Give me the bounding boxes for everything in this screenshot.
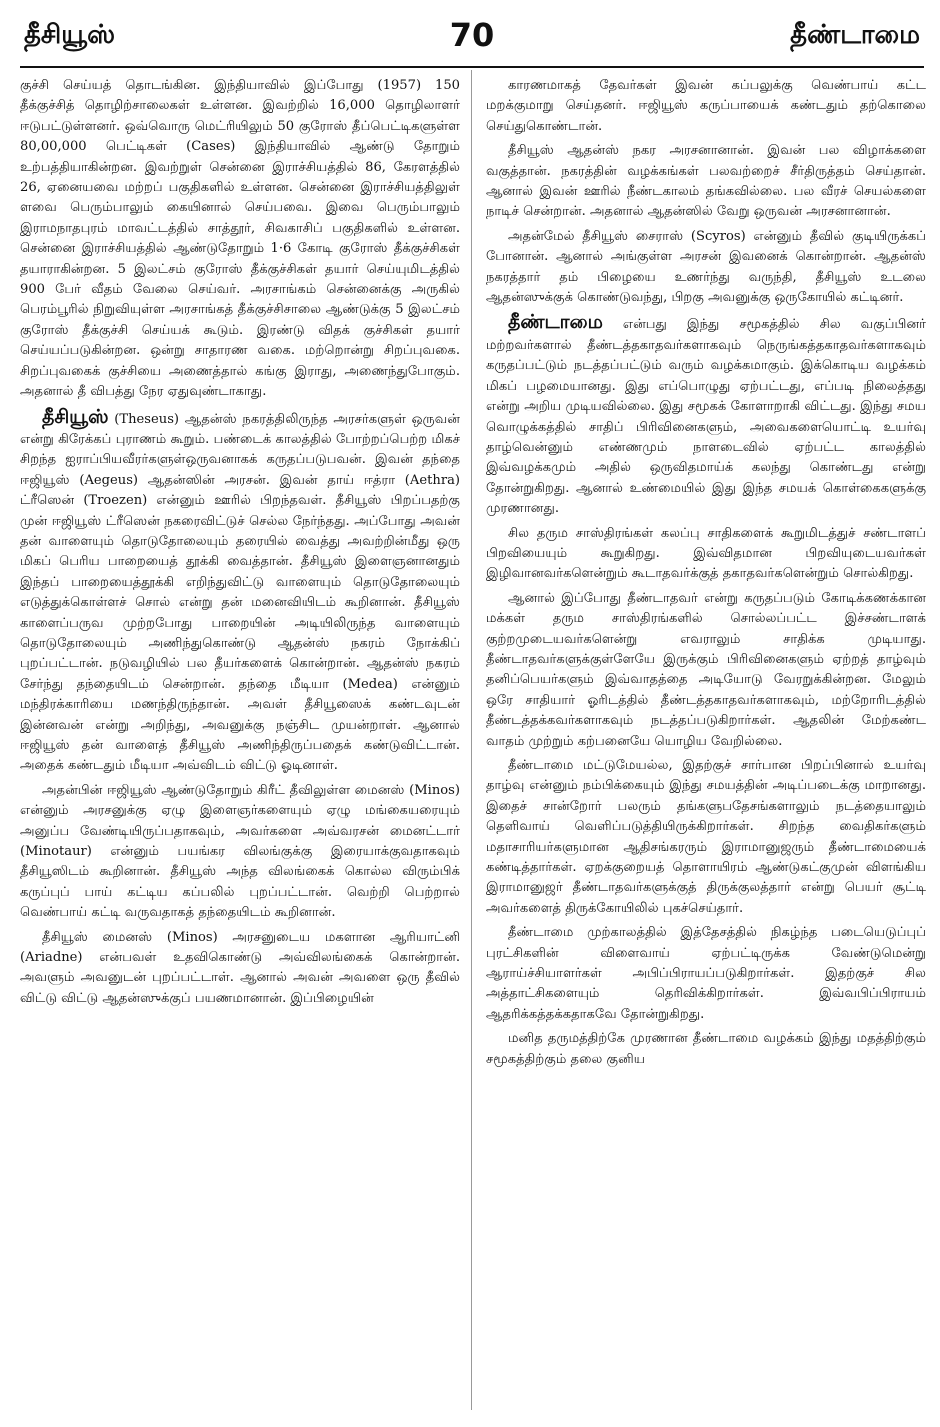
paragraph-text: காரணமாகத் தேவர்கள் இவன் கப்பலுக்கு வெண்பாய் கட்ட மறக்குமாறு செய்தனர். ஈஜியூஸ் கருப்பாயைக் கண்டதும் தற்கொலை செய்துகொண்டான். (486, 78, 926, 134)
paragraph (486, 589, 926, 752)
paragraph (20, 76, 460, 403)
page-header (20, 14, 924, 68)
left-column (20, 76, 460, 1406)
paragraph (20, 928, 460, 1010)
page (20, 14, 924, 1414)
page-number: 70 (449, 16, 495, 54)
running-head-left: தீசியூஸ் (24, 20, 115, 50)
paragraph-text: அதன்மேல் தீசியூஸ் சைராஸ் (Scyros) என்னும் தீவில் குடியிருக்கப் போனான். ஆனால் அங்குள்ள அரசன் இவனைக் கொன்றான். ஆதன்ஸ் நகரத்தார் தம் பிழையை உணர்ந்து வருந்தி, தீசியூஸ் உடலை ஆதன்ஸுக்குக் கொண்டுவந்து, பிறகு அவனுக்கு ஒருகோயில் கட்டினர். (486, 228, 926, 306)
paragraph-text: சில தரும சாஸ்திரங்கள் கலப்பு சாதிகளைக் கூறுமிடத்துச் சண்டாளப் பிறவியையும் கூறுகிறது. இவ்விதமான பிறவியுடையவர்கள் இழிவானவர்களென்றும் கூடாதவர்க்குத் தகாதவர்களென்றும் சொல்கிறது. (486, 525, 926, 582)
paragraph (486, 923, 926, 1025)
paragraph-text: தீசியூஸ் ஆதன்ஸ் நகர அரசனானான். இவன் பல விழாக்களை வகுத்தான். நகரத்தின் வழக்கங்கள் பலவற்றைச் சீர்திருத்தம் செய்தான். ஆனால் இவன் ஊரில் நீண்டகாலம் தங்கவில்லை. பல வீரச் செயல்களை நாடிச் சென்றான். அதனால் ஆதன்ஸில் வேறு ஒருவன் அரசனானான். (486, 143, 926, 220)
entry-heading: தீசியூஸ் (42, 405, 109, 428)
paragraph (486, 1029, 926, 1070)
entry-heading: தீண்டாமை (508, 311, 603, 334)
paragraph (486, 141, 926, 223)
paragraph-text: தீசியூஸ் மைனஸ் (Minos) அரசனுடைய மகளான ஆரியாட்னி (Ariadne) என்பவள் உதவிகொண்டு அவ்விலங்கைக் கொன்றான். அவளும் அவனுடன் புறப்பட்டாள். ஆனால் அவன் அவளை ஒரு தீவில் விட்டு விட்டு ஆதன்ஸுக்குப் பயணமானான். இப்பிழையின் (20, 929, 460, 1006)
paragraph (486, 524, 926, 585)
paragraph-text: குச்சி செய்யத் தொடங்கின. இந்தியாவில் இப்போது (1957) 150 தீக்குச்சித் தொழிற்சாலைகள் உள்ளன. இவற்றில் 16,000 தொழிலாளர் ஈடுபட்டுள்ளனர். ஒவ்வொரு மெட்ரியிலும் 50 குரோஸ் தீப்பெட்டிகளுள்ள 80,00,000 பெட்டிகள் (Cases) இந்தியாவில் ஆண்டு தோறும் உற்பத்தியாகின்றன. இவற்றுள் சென்னை இராச்சியத்தில் 86, கேரளத்தில் 26, ஏனையவை மற்றப் பகுதிகளில் உள்ளன. சென்னை இராச்சியத்திலுள் ளவை பெரும்பாலும் கையினால் செய்பவை. இவை பெரும்பாலும் இராமநாதபுரம் மாவட்டத்தில் சாத்தூர், சிவகாசிப் பகுதிகளில் உள்ளன. சென்னை இராச்சியத்தில் ஆண்டுதோறும் 1·6 கோடி குரோஸ் தீக்குச்சிகள் தயாராகின்றன. 5 இலட்சம் குரோஸ் தீக்குச்சிகள் தயார் செய்யுமிடத்தில் 900 பேர் வீதம் வேலை செய்வர். அரசாங்கம் சென்னைக்கு அருகில் பெரம்பூரில் நிறுவியுள்ள அரசாங்கத் தீக்குச்சிசாலை ஆண்டுக்கு 5 இலட்சம் குரோஸ் தீக்குச்சி செய்யக் கூடும். இரண்டு விதக் குச்சிகள் தயார் செய்யப்படுகின்றன. ஒன்று சாதாரண வகை. மற்றொன்று சிறப்புவகை. சிறப்புவகைக் குச்சியை அணைத்தால் கங்கு இராது, அணைந்துபோகும். அதனால் தீ விபத்து நேர ஏதுவுண்டாகாது. (20, 78, 460, 400)
right-column (486, 76, 926, 1406)
paragraph (20, 781, 460, 924)
paragraph-text: ஆனால் இப்போது தீண்டாதவர் என்று கருதப்படும் கோடிக்கணக்கான மக்கள் தரும சாஸ்திரங்களில் சொல்லப்பட்ட இச்சண்டாளக் குற்றமுடையவர்களென்று எவராலும் சாதிக்க முடியாது. தீண்டாதவர்களுக்குள்ளேயே இருக்கும் பிரிவினைகளும் ஏற்றத் தாழ்வும் தனிப்பெயர்களும் இவ்வாதத்தை அடியோடு வேரறுக்கின்றன. மேலும் ஒரே சாதியார் ஓரிடத்தில் தீண்டத்தகாதவர்களாகவும், மற்றோரிடத்தில் தீண்டத்தக்கவர்களாகவும் நடத்தப்படுகிறார்கள். ஆதலின் மேற்கண்ட வாதம் முற்றும் கற்பனையே யொழிய வேறில்லை. (486, 590, 926, 749)
text-columns (20, 76, 924, 1406)
paragraph (486, 76, 926, 137)
paragraph-text: அதன்பின் ஈஜியூஸ் ஆண்டுதோறும் கிரீட் தீவிலுள்ள மைனஸ் (Minos) என்னும் அரசனுக்கு ஏழு இளைஞர்களையும் ஏழு மங்கையரையும் அனுப்ப வேண்டியிருப்பதாகவும், அவர்களை அவ்வரசன் மைனட்டார் (Minotaur) என்னும் பயங்கர விலங்குக்கு இரையாக்குவதாகவும் தீசியூஸிடம் கூறினான். தீசியூஸ் அந்த விலங்கைக் கொல்ல விரும்பிக் கருப்புப் பாய் கட்டிய கப்பலில் புறப்பட்டான். வெற்றி பெற்றால் வெண்பாய் கட்டி வருவதாகத் தந்தையிடம் கூறினான். (20, 782, 460, 921)
running-head-right: தீண்டாமை (790, 20, 920, 50)
entry-theseus (20, 407, 460, 777)
entry-untouchability (486, 312, 926, 519)
paragraph-text: என்பது இந்து சமூகத்தில் சில வகுப்பினர் மற்றவர்களால் தீண்டத்தகாதவர்களாகவும் நெருங்கத்தகாதவர்களாகவும் கருதப்பட்டும் நடத்தப்பட்டும் வரும் வழக்கமாகும். இக்கொடிய வழக்கம் மிகப் பழமையானது. இது எப்பொழுது ஏற்பட்டது, எப்படி நிலைத்தது என்று அறிய முடியவில்லை. இது சமூகக் கோளாறாகி விட்டது. இந்து சமய வொழுக்கத்தில் சாதிப் பிரிவினைகளும், அவைகளையொட்டி உயர்வு தாழ்வென்னும் எண்ணமும் நாளடைவில் ஏற்பட்ட காலத்தில் இவ்வழக்கமும் அதில் ஒருவிதமாய்க் கலந்து கொண்டது என்று தோன்றுகிறது. ஆனால் உண்மையில் இது இந்த சமயக் கொள்கைகளுக்கு முரணானது. (486, 317, 926, 517)
paragraph-text: தீண்டாமை முற்காலத்தில் இத்தேசத்தில் நிகழ்ந்த படையெடுப்புப் புரட்சிகளின் விளைவாய் ஏற்பட்டிருக்க வேண்டுமென்று ஆராய்ச்சியாளர்கள் அபிப்பிராயப்படுகிறார்கள். இதற்குச் சில அத்தாட்சிகளையும் தெரிவிக்கிறார்கள். இவ்வபிப்பிராயம் ஆதரிக்கத்தக்கதாகவே தோன்றுகிறது. (486, 925, 926, 1022)
paragraph-text: மனித தருமத்திற்கே முரணான தீண்டாமை வழக்கம் இந்து மதத்திற்கும் சமூகத்திற்கும் தலை குனிய (486, 1031, 926, 1067)
paragraph (486, 756, 926, 919)
paragraph-text: தீண்டாமை மட்டுமேயல்ல, இதற்குச் சார்பான பிறப்பினால் உயர்வு தாழ்வு என்னும் நம்பிக்கையும் இந்து சமயத்தின் அடிப்படைக்கு மாறானது. இதைச் சான்றோர் பலரும் தங்களுபதேசங்களாலும் நடத்தையாலும் தெளிவாய் வெளிப்படுத்தியிருக்கிறார்கள். சிறந்த வைதிகர்களும் மதாசாரியர்களுமான ஆதிசங்கரரும் இராமானுஜரும் தீண்டாமையைக் கண்டித்தார்கள். ஏறக்குறையத் தொளாயிரம் ஆண்டுகட்குமுன் விளங்கிய இராமானுஜர் தீண்டாதவர்களுக்குத் திருக்குலத்தார் என்று பெயர் சூட்டி அவர்களைத் திருக்கோயிலில் புகச்செய்தார். (486, 758, 926, 916)
paragraph-text: (Theseus) ஆதன்ஸ் நகரத்திலிருந்த அரசர்களுள் ஒருவன் என்று கிரேக்கப் புராணம் கூறும். பண்டைக் காலத்தில் போற்றப்பெற்ற மிகச் சிறந்த ஐராப்பியவீரர்களுள்ஒருவனாகக் கருதப்படுபவன். இவன் தந்தை ஈஜியூஸ் (Aegeus) ஆதன்ஸின் அரசன். இவன் தாய் ஈத்ரா (Aethra) ட்ரீஸென் (Troezen) என்னும் ஊரில் பிறந்தவள். தீசியூஸ் பிறப்பதற்கு முன் ஈஜியூஸ் ட்ரீஸென் நகரைவிட்டுச் செல்ல நேர்ந்தது. அப்போது அவன் தன் வாளையும் தொடுதோலையும் தரையில் வைத்து அவற்றின்மீது ஒரு மிகப் பெரிய பாறையைத் தூக்கி வைத்தான். தீசியூஸ் இளைஞனானதும் இந்தப் பாறையைத்தூக்கி எறிந்துவிட்டு வாளையும் தொடுதோலையும் எடுத்துக்கொள்ளச் சொல் என்று தன் மனைவியிடம் கூறினான். தீசியூஸ் காளைப்பருவ முற்றபோது பாறையின் அடியிலிருந்த வாளையும் தொடுதோலையும் அணிந்துகொண்டு ஆதன்ஸ் நகரம் நோக்கிப் புறப்பட்டான். நடுவழியில் பல தீயர்களைக் கொன்றான். ஆதன்ஸ் நகரம் சேர்ந்து தந்தையிடம் சென்றான். தந்தை மீடியா (Medea) என்னும் மந்திரக்காரியை மணந்திருந்தான். அவள் தீசியூஸைக் கண்டவுடன் இன்னவன் என்று அறிந்து, அவனுக்கு நஞ்சிட முயன்றாள். ஆனால் ஈஜியூஸ் தன் வாளைத் தீசியூஸ் அணிந்திருப்பதைக் கண்டுவிட்டான். அதைக் கண்டதும் மீடியா அவ்விடம் விட்டு ஓடினாள். (20, 411, 460, 774)
paragraph (486, 227, 926, 309)
